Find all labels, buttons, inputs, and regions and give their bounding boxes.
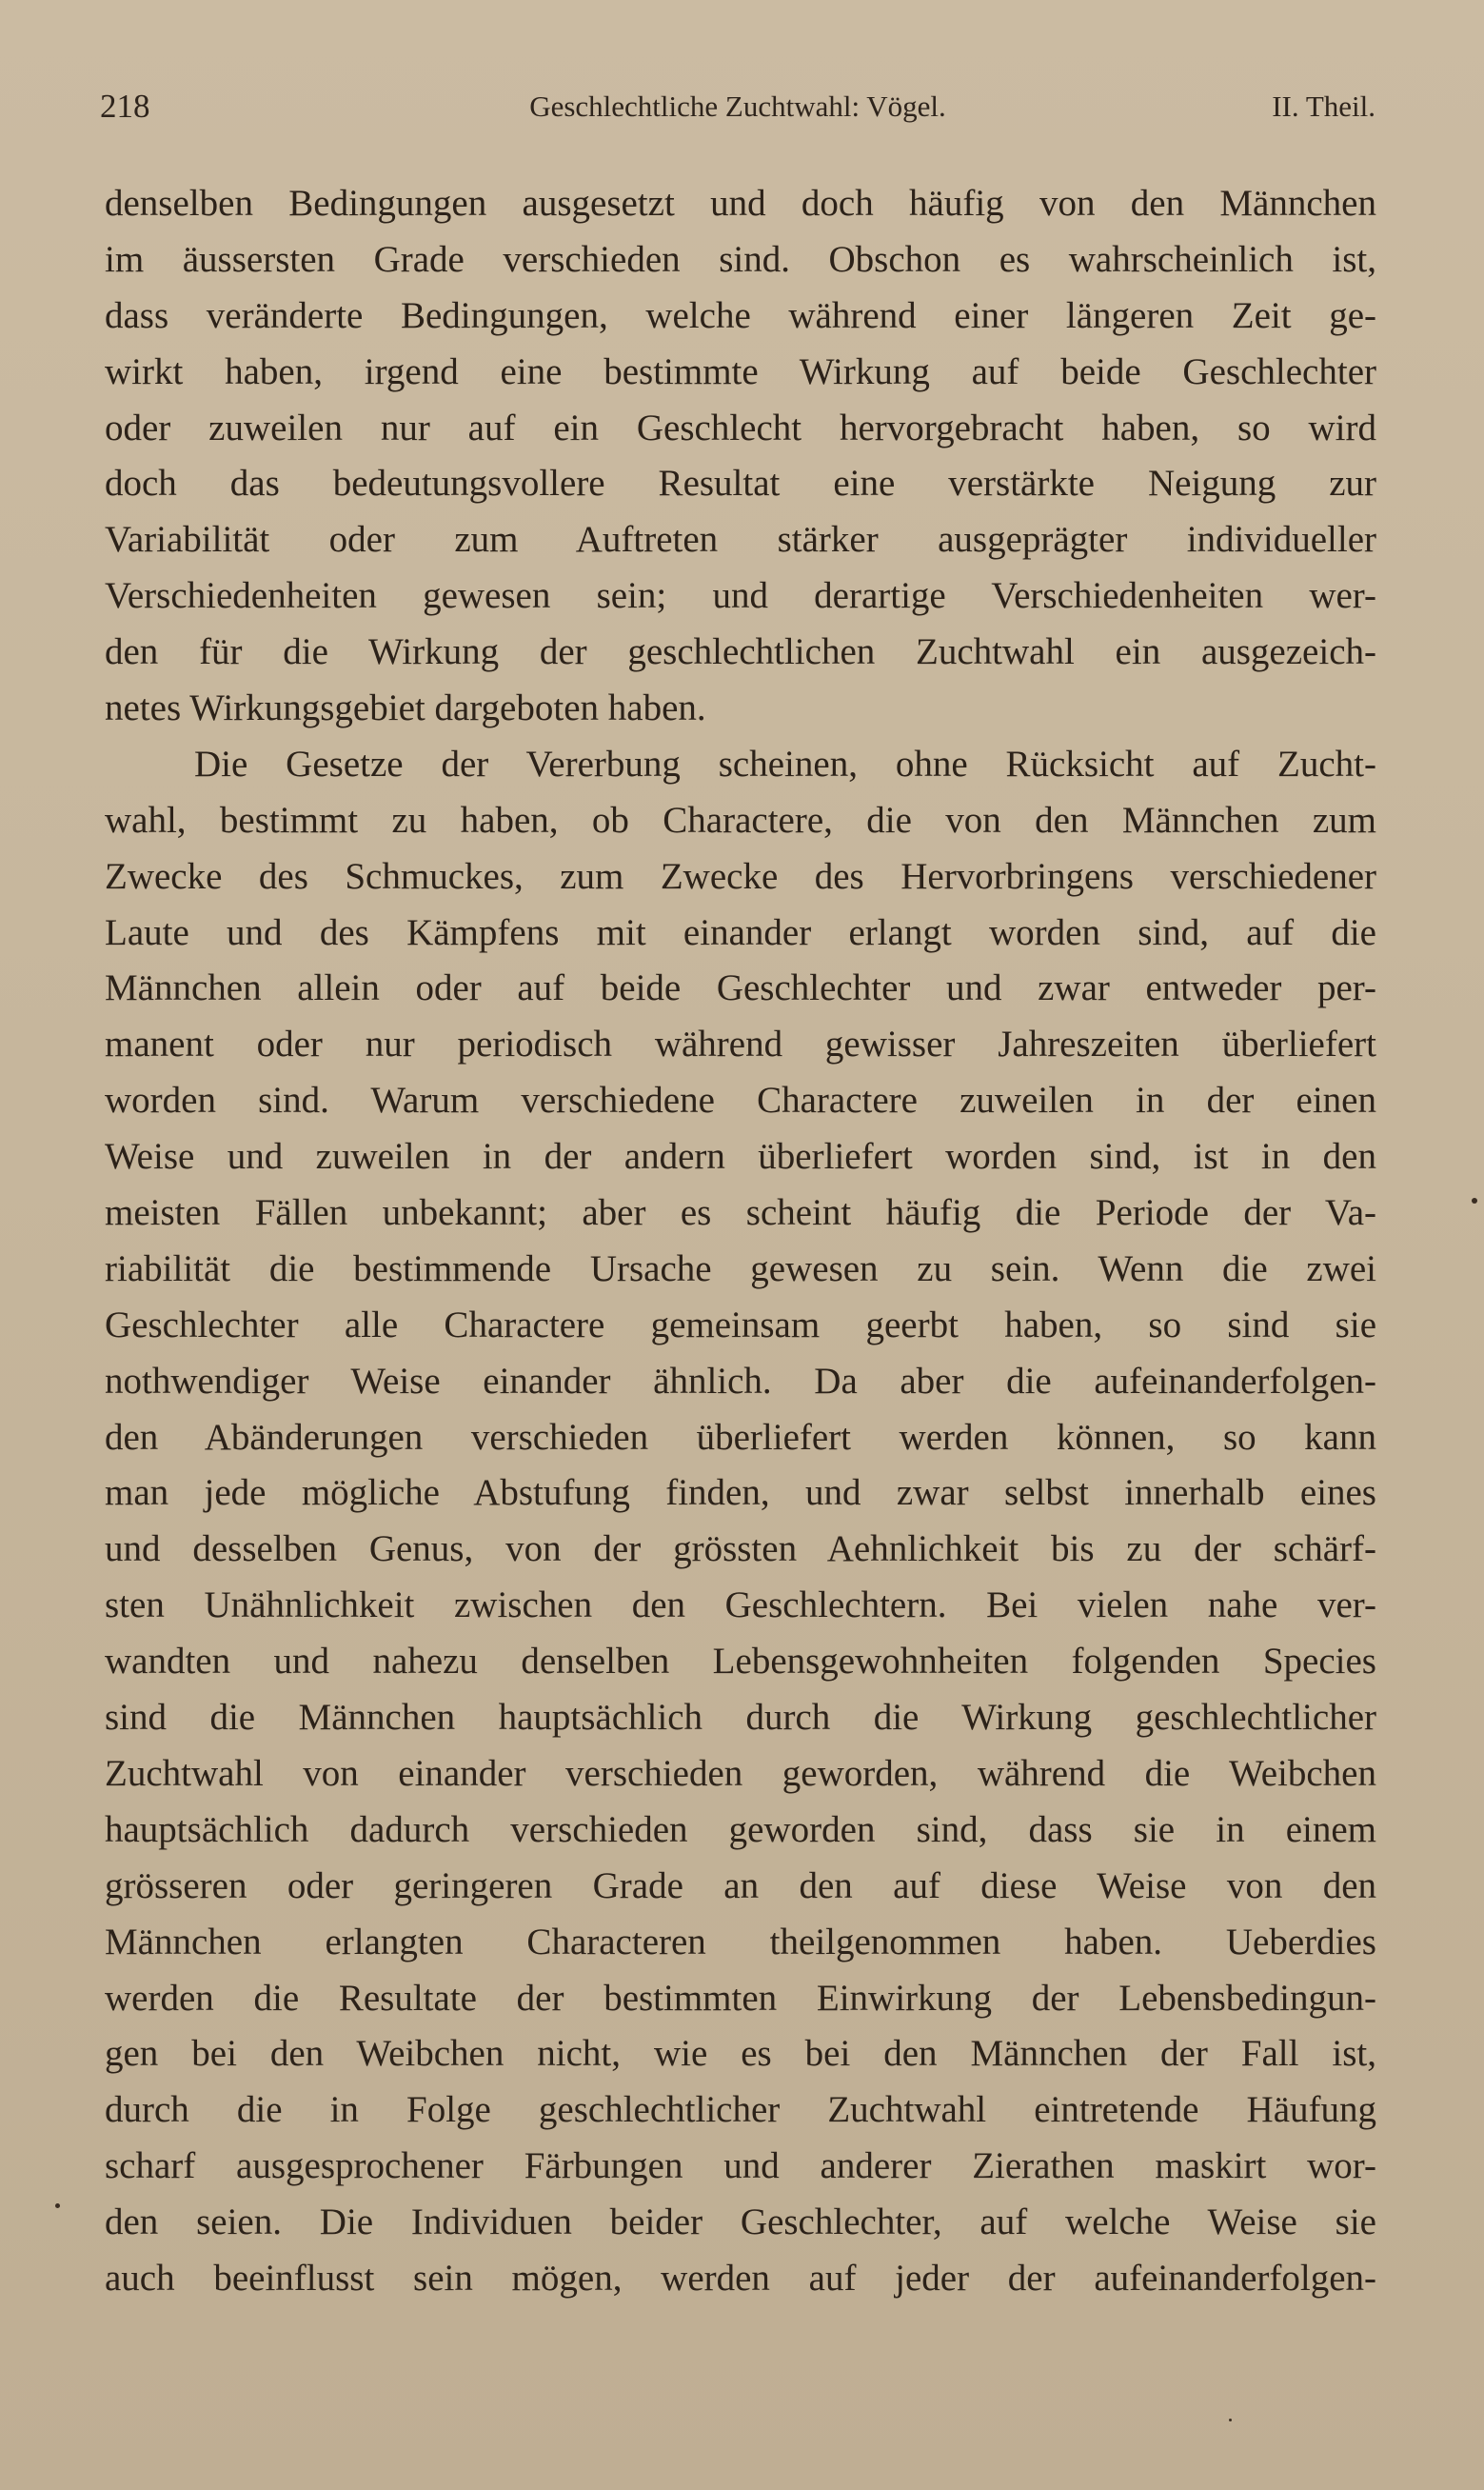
body-text xyxy=(105,176,1376,2307)
ink-speck xyxy=(55,2203,60,2208)
text-line: werden die Resultate der bestimmten Einwirkung der Lebensbedingun- xyxy=(105,1977,1376,2019)
ink-speck xyxy=(1229,2419,1232,2421)
text-line: den seien. Die Individuen beider Geschlechter, auf welche Weise sie xyxy=(105,2201,1376,2243)
text-line: Laute und des Kämpfens mit einander erlangt worden sind, auf die xyxy=(105,911,1376,953)
text-line: grösseren oder geringeren Grade an den auf diese Weise von den xyxy=(105,1864,1376,1906)
text-line: manent oder nur periodisch während gewisser Jahreszeiten überliefert xyxy=(105,1024,1376,1066)
text-line: hauptsächlich dadurch verschieden geworden sind, dass sie in einem xyxy=(105,1808,1376,1850)
text-line: Männchen allein oder auf beide Geschlechter und zwar entweder per- xyxy=(105,967,1376,1009)
text-line: und desselben Genus, von der grössten Aehnlichkeit bis zu der schärf- xyxy=(105,1528,1376,1570)
part-label: II. Theil. xyxy=(1272,90,1375,123)
text-line: nothwendiger Weise einander ähnlich. Da aber die aufeinanderfolgen- xyxy=(105,1360,1376,1402)
text-line: meisten Fällen unbekannt; aber es scheint häufig die Periode der Va- xyxy=(105,1192,1376,1234)
text-line: im äussersten Grade verschieden sind. Obschon es wahrscheinlich ist, xyxy=(105,238,1376,280)
text-line: durch die in Folge geschlechtlicher Zuchtwahl eintretende Häufung xyxy=(105,2089,1376,2131)
ink-speck xyxy=(1472,1198,1477,1204)
text-line: gen bei den Weibchen nicht, wie es bei den Männchen der Fall ist, xyxy=(105,2033,1376,2075)
paragraph-end-line: netes Wirkungsgebiet dargeboten haben. xyxy=(105,687,706,729)
running-header xyxy=(100,88,1375,135)
text-line: sind die Männchen hauptsächlich durch die Wirkung geschlechtlicher xyxy=(105,1697,1376,1739)
text-line: den für die Wirkung der geschlechtlichen Zuchtwahl ein ausgezeich- xyxy=(105,631,1376,673)
text-line: man jede mögliche Abstufung finden, und zwar selbst innerhalb eines xyxy=(105,1472,1376,1514)
text-line: Zwecke des Schmuckes, zum Zwecke des Hervorbringens verschiedener xyxy=(105,855,1376,897)
text-line: worden sind. Warum verschiedene Charactere zuweilen in der einen xyxy=(105,1080,1376,1122)
text-line: auch beeinflusst sein mögen, werden auf jeder der aufeinanderfolgen- xyxy=(105,2257,1376,2299)
paragraph-start-line: Die Gesetze der Vererbung scheinen, ohne Rücksicht auf Zucht- xyxy=(194,743,1376,785)
text-line: dass veränderte Bedingungen, welche während einer längeren Zeit ge- xyxy=(105,294,1376,336)
text-line: wandten und nahezu denselben Lebensgewohnheiten folgenden Species xyxy=(105,1641,1376,1683)
page-number: 218 xyxy=(100,88,150,125)
text-line: denselben Bedingungen ausgesetzt und doch häufig von den Männchen xyxy=(105,183,1376,224)
text-line: Weise und zuweilen in der andern überliefert worden sind, ist in den xyxy=(105,1136,1376,1178)
text-line: doch das bedeutungsvollere Resultat eine verstärkte Neigung zur xyxy=(105,463,1376,505)
text-line: scharf ausgesprochener Färbungen und anderer Zierathen maskirt wor- xyxy=(105,2145,1376,2187)
text-line: wahl, bestimmt zu haben, ob Charactere, die von den Männchen zum xyxy=(105,799,1376,841)
text-line: Zuchtwahl von einander verschieden geworden, während die Weibchen xyxy=(105,1752,1376,1794)
text-line: den Abänderungen verschieden überliefert werden können, so kann xyxy=(105,1416,1376,1458)
text-line: Variabilität oder zum Auftreten stärker ausgeprägter individueller xyxy=(105,519,1376,561)
text-line: Verschiedenheiten gewesen sein; und derartige Verschiedenheiten wer- xyxy=(105,575,1376,617)
text-line: sten Unähnlichkeit zwischen den Geschlechtern. Bei vielen nahe ver- xyxy=(105,1584,1376,1626)
text-line: Geschlechter alle Charactere gemeinsam geerbt haben, so sind sie xyxy=(105,1304,1376,1345)
text-line: wirkt haben, irgend eine bestimmte Wirkung auf beide Geschlechter xyxy=(105,350,1376,392)
text-line: riabilität die bestimmende Ursache gewesen zu sein. Wenn die zwei xyxy=(105,1247,1376,1289)
running-title: Geschlechtliche Zuchtwahl: Vögel. xyxy=(529,90,946,123)
text-line: Männchen erlangten Characteren theilgenommen haben. Ueberdies xyxy=(105,1921,1376,1962)
text-line: oder zuweilen nur auf ein Geschlecht hervorgebracht haben, so wird xyxy=(105,407,1376,448)
